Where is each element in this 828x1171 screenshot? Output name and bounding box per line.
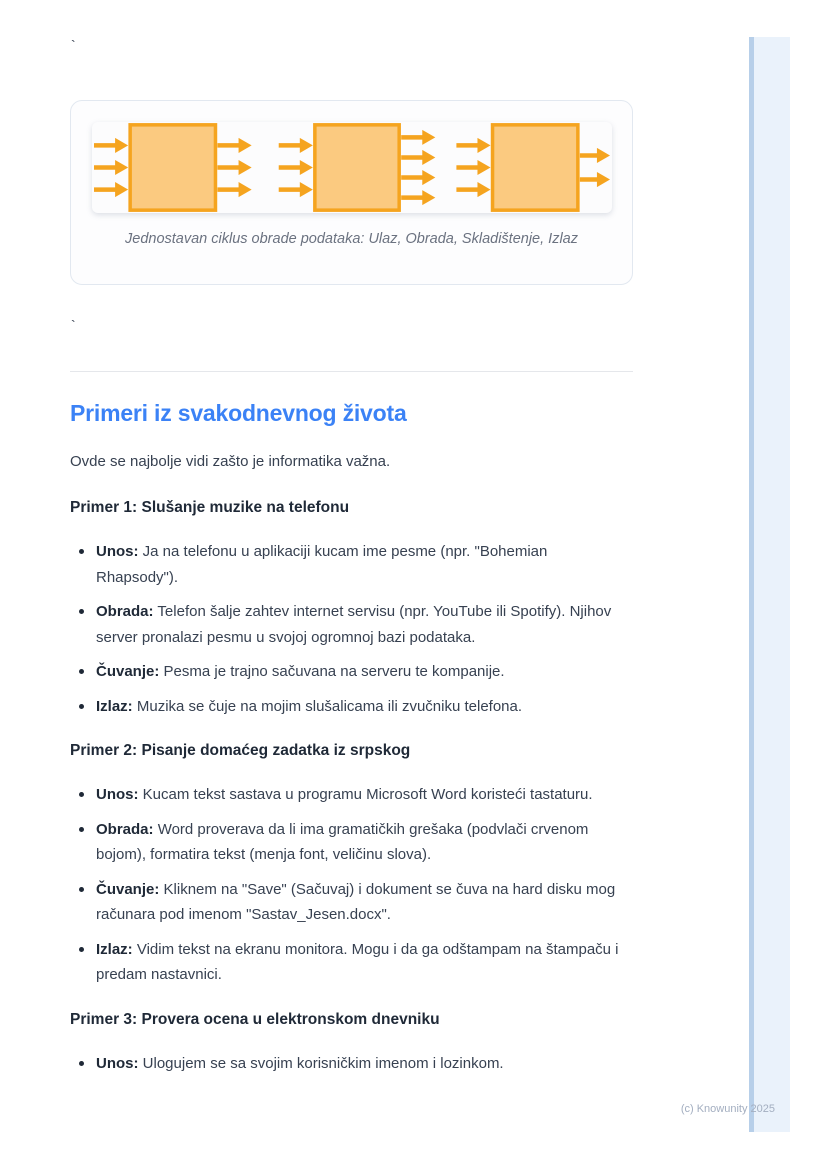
page-title: Primeri iz svakodnevnog života (70, 400, 407, 426)
example-section-1 (70, 497, 633, 719)
item-label: Unos: (96, 786, 139, 803)
item-text: Kucam tekst sastava u programu Microsoft Word koristeći tastaturu. (142, 786, 593, 803)
example-section-2 (70, 740, 633, 988)
item-text: Vidim tekst na ekranu monitora. Mogu i da ga odštampam na štampaču i predam nastavnici. (96, 940, 619, 983)
item-text: Kliknem na "Save" (Sačuvaj) i dokument se čuva na hard disku mog računara pod imenom "Sastav_Jesen.docx". (96, 880, 616, 923)
section-title: Primer 1: Slušanje muzike na telefonu (70, 499, 350, 516)
list-item (70, 694, 633, 720)
item-text: Ja na telefonu u aplikaciji kucam ime pesme (npr. "Bohemian Rhapsody"). (96, 543, 548, 586)
intro-paragraph: Ovde se najbolje vidi zašto je informatika važna. (70, 453, 391, 470)
item-text: Word proverava da li ima gramatičkih grešaka (podvlači crvenom bojom), formatira tekst (menja font, veličinu slova). (96, 820, 589, 863)
list-item (70, 937, 633, 988)
figure-card (70, 100, 633, 285)
list-item (70, 659, 633, 685)
item-label: Obrada: (96, 603, 154, 620)
bullet-list (70, 539, 633, 719)
item-text: Ulogujem se sa svojim korisničkim imenom i lozinkom. (142, 1054, 504, 1072)
item-label: Unos: (96, 543, 139, 560)
bullet-list (70, 782, 633, 988)
item-label: Unos: (96, 1054, 139, 1072)
list-item (70, 877, 633, 928)
list-item (70, 539, 633, 590)
list-item (70, 782, 633, 808)
example-section-3 (70, 1009, 633, 1077)
item-text: Telefon šalje zahtev internet servisu (npr. YouTube ili Spotify). Njihov server pronalazi pesmu u svojoj ogromnoj bazi podataka. (96, 603, 612, 646)
list-item (70, 1051, 633, 1077)
item-text: Muzika se čuje na mojim slušalicama ili zvučniku telefona. (136, 697, 523, 715)
list-item (70, 817, 633, 868)
footer-copyright: (c) Knowunity 2025 (680, 1103, 775, 1115)
figure-caption: Jednostavan ciklus obrade podataka: Ulaz, Obrada, Skladištenje, Izlaz (125, 231, 578, 247)
item-label: Izlaz: (96, 940, 133, 958)
item-label: Čuvanje: (96, 663, 160, 680)
figure-panel (92, 122, 612, 213)
item-label: Čuvanje: (96, 880, 160, 898)
item-text: Pesma je trajno sačuvana na serveru te kompanije. (163, 663, 505, 680)
list-item (70, 599, 633, 650)
stray-backtick-2: ` (71, 317, 76, 333)
stray-backtick-1: ` (71, 37, 76, 53)
section-divider (70, 371, 633, 372)
section-title: Primer 3: Provera ocena u elektronskom dnevniku (70, 1010, 440, 1028)
main-content (70, 399, 633, 1097)
right-margin-strip (749, 37, 790, 1132)
item-label: Obrada: (96, 820, 154, 838)
bullet-list (70, 1051, 633, 1077)
item-label: Izlaz: (96, 697, 133, 715)
process-diagram (92, 122, 612, 213)
section-title: Primer 2: Pisanje domaćeg zadatka iz srpskog (70, 742, 411, 759)
